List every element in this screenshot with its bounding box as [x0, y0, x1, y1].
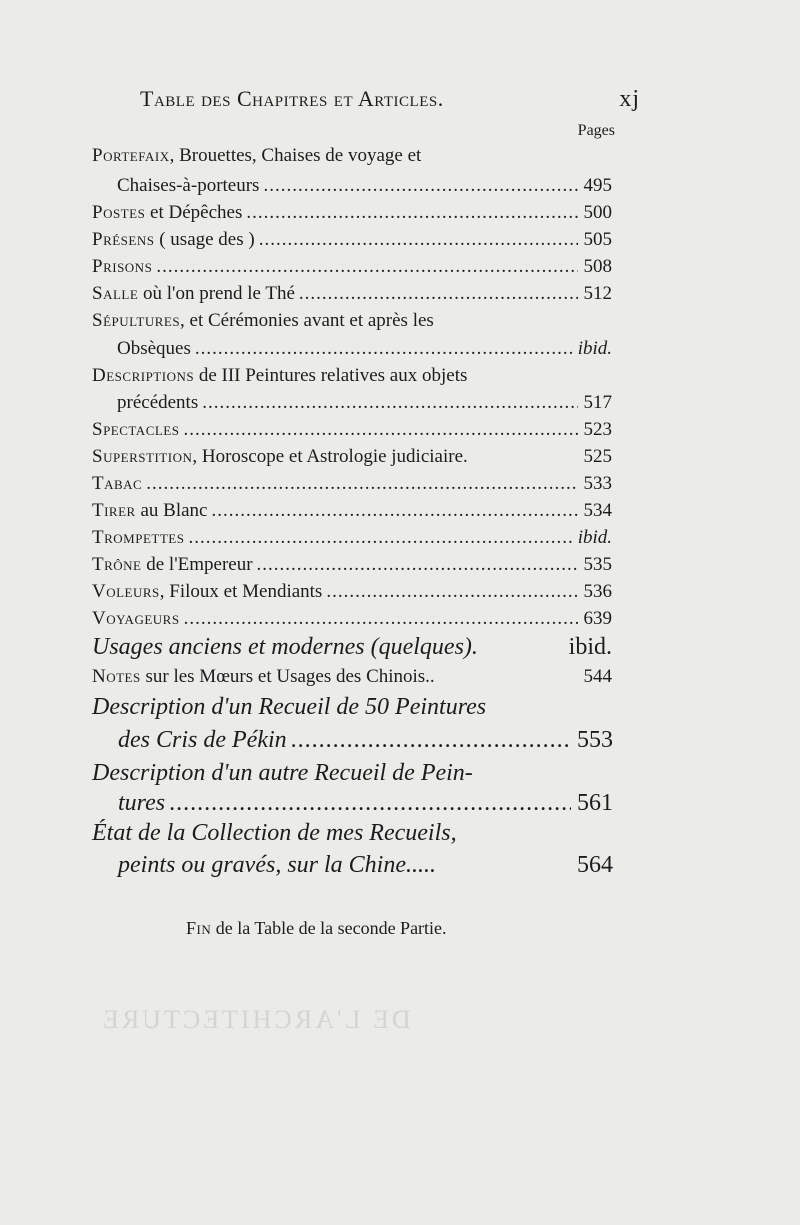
page-number: ibid.: [568, 634, 612, 660]
toc-entry: Chaises-à-porteurs ..... 495: [117, 175, 612, 197]
running-header: [140, 86, 640, 112]
toc-entry: Salle où l'on prend le Thé ..... 512: [92, 283, 612, 305]
toc-entry: précédents ..... 517: [117, 392, 612, 414]
bleed-through-text: DE L'ARCHITECTURE: [100, 1005, 411, 1034]
folio-number: xj: [619, 86, 640, 112]
toc-entry: Description d'un autre Recueil de Pein-: [92, 760, 473, 786]
page-number: 561: [577, 790, 613, 816]
toc-entry: Superstition, Horoscope et Astrologie judiciaire. 525: [92, 446, 612, 467]
toc-entry: Présens ( usage des ) ..... 505: [92, 229, 612, 251]
page-title: Table des Chapitres et Articles.: [140, 86, 444, 111]
toc-entry: Notes sur les Mœurs et Usages des Chinois.. 544: [92, 666, 612, 687]
page-number: 544: [583, 666, 612, 687]
toc-entry: tures ..... 561: [118, 790, 613, 817]
toc-entry: Portefaix, Brouettes, Chaises de voyage et: [92, 145, 422, 166]
page-number: 534: [583, 500, 612, 521]
page-number: 508: [583, 256, 612, 277]
page-number: 639: [583, 608, 612, 629]
page-number: 525: [583, 446, 612, 467]
page-number: 564: [577, 852, 613, 878]
toc-entry: Voyageurs ..... 639: [92, 608, 612, 630]
toc-entry: Prisons ..... 508: [92, 256, 612, 278]
toc-entry: Description d'un Recueil de 50 Peintures: [92, 694, 487, 720]
page-number: 536: [583, 581, 612, 602]
page-number: ibid.: [577, 338, 612, 359]
page-number: 533: [583, 473, 612, 494]
toc-entry: Tirer au Blanc ..... 534: [92, 500, 612, 522]
pages-column-label: Pages: [577, 122, 615, 139]
end-of-table-note: Fin de la Table de la seconde Partie.: [186, 918, 447, 938]
page-number: 517: [583, 392, 612, 413]
toc-entry: Descriptions de III Peintures relatives aux objets: [92, 365, 468, 386]
page-number: 512: [583, 283, 612, 304]
toc-entry: peints ou gravés, sur la Chine..... 564: [118, 852, 613, 878]
toc-entry: Trône de l'Empereur ..... 535: [92, 554, 612, 576]
toc-entry: Tabac ..... 533: [92, 473, 612, 495]
toc-entry: Usages anciens et modernes (quelques). ibid.: [92, 634, 612, 660]
page-number: 495: [583, 175, 612, 196]
page-number: 500: [583, 202, 612, 223]
page-number: 523: [583, 419, 612, 440]
toc-entry: Obsèques ..... ibid.: [117, 338, 612, 360]
toc-entry: Voleurs, Filoux et Mendiants ..... 536: [92, 581, 612, 603]
page-number: ibid.: [577, 527, 612, 548]
toc-entry: Postes et Dépêches ..... 500: [92, 202, 612, 224]
toc-entry: Trompettes ..... ibid.: [92, 527, 612, 549]
page-number: 553: [577, 727, 613, 753]
page-number: 535: [583, 554, 612, 575]
page-number: 505: [583, 229, 612, 250]
toc-entry: Spectacles ..... 523: [92, 419, 612, 441]
toc-entry: Sépultures, et Cérémonies avant et après les: [92, 310, 434, 331]
toc-entry: des Cris de Pékin ..... 553: [118, 727, 613, 754]
toc-entry: État de la Collection de mes Recueils,: [92, 820, 457, 846]
